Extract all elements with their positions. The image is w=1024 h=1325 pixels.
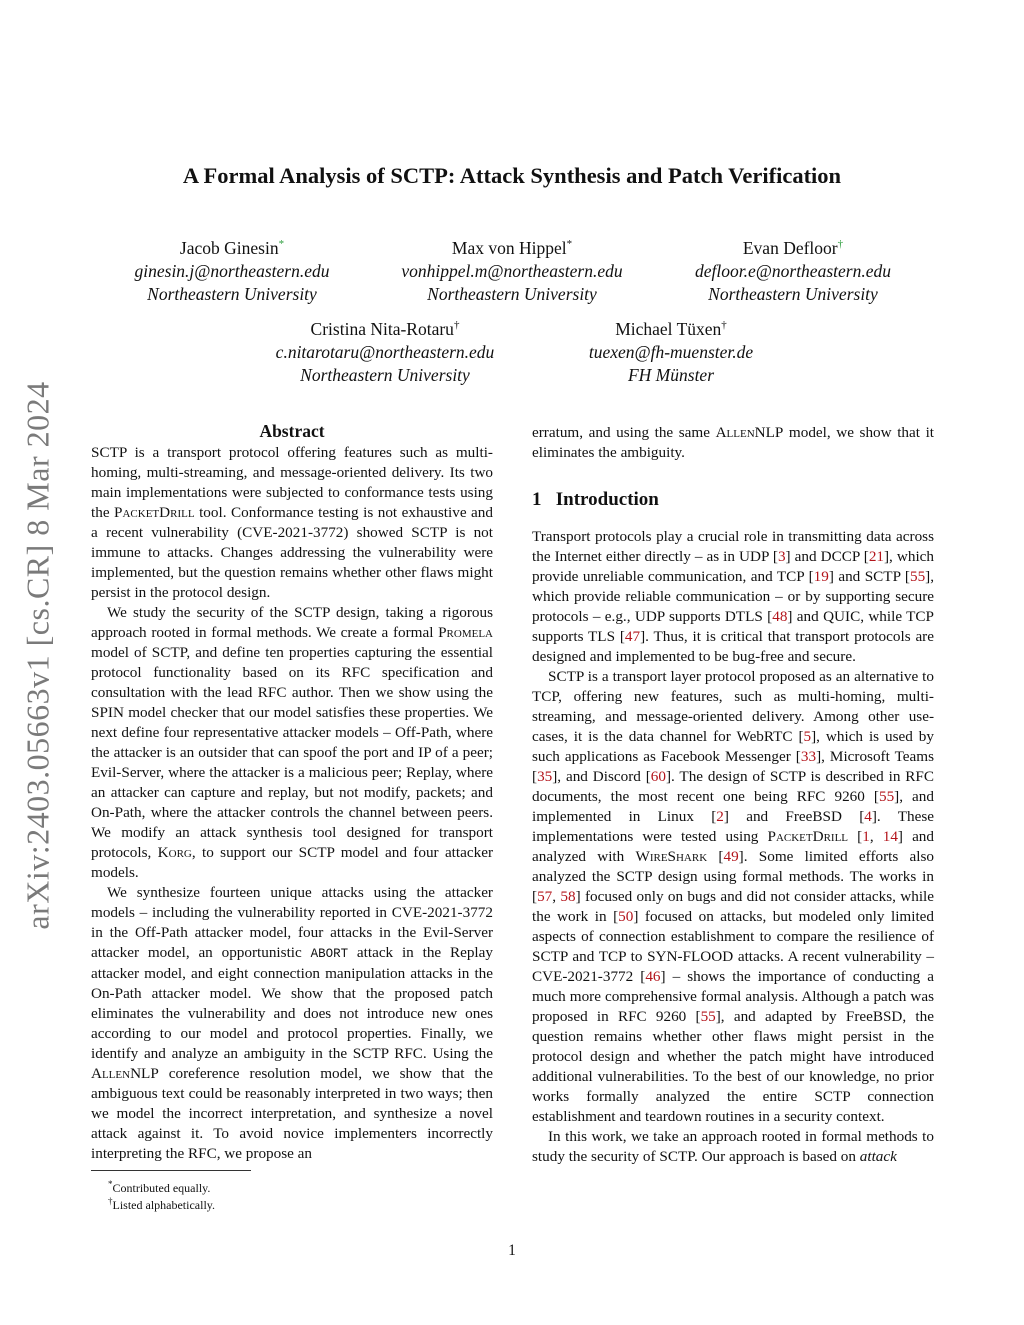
tool-name: PacketDrill [767,828,849,845]
author-institution: Northeastern University [300,365,470,385]
intro-paragraph: In this work, we take an approach rooted in formal methods to study the security of SCTP. Our approach is based on attack [532,1128,934,1165]
footnote: †Listed alphabetically. [108,1196,216,1212]
citation-link[interactable]: 4 [864,808,872,825]
author-name: Jacob Ginesin [179,238,279,258]
emphasis-text: attack [859,1148,897,1165]
abstract-heading: Abstract [259,421,325,441]
citation-link[interactable]: 55 [909,568,926,585]
author-name: Max von Hippel [451,238,567,258]
author-name: Michael Tüxen [615,319,722,339]
author-institution: Northeastern University [708,284,878,304]
citation-link[interactable]: 35 [537,768,553,785]
footnote-rule [91,1170,251,1171]
citation-link[interactable]: 14 [882,828,898,845]
tool-name: AllenNLP [715,424,784,441]
author-mark: † [721,319,727,332]
intro-paragraph: SCTP is a transport layer protocol proposed as an alternative to TCP, offering new features, such as multi-homing, multi-streaming, and message-oriented delivery. Among other use-cases, it is the data channel for WebRTC [5], which is used by such applications as Facebook Messenger [33], Microsoft Teams [35], and Discord [60]. The design of SCTP is described in RFC documents, the most recent one being RFC 9260 [55], and implemented in Linux [2] and FreeBSD [4]. These implementations were tested using PacketDrill [1, 14] and analyzed with WireShark [49]. Some limited efforts also analyzed the SCTP design using formal methods. The works in [57, 58] focused only on bugs and did not consider attacks, while the work in [50] focused on attacks, but modeled only limited aspects of connection establishment to compare the resilience of SCTP and TCP to SYN-FLOOD attacks. A recent vulnerability – CVE-2021-3772 [46] – shows the importance of conducting a much more comprehensive formal analysis. Although a patch was proposed in RFC 9260 [55], and adapted by FreeBSD, the question remains whether other flaws might persist in the protocol design and whether the patch might have introduced additional vulnerabilities. To the best of our knowledge, no prior works formally analyzed the entire SCTP connection establishment and teardown routines in a security context. [532,668,935,1125]
author-block [112,237,352,306]
author-mark: * [566,238,573,251]
abstract-paragraph: We synthesize fourteen unique attacks using the attacker models – including the vulnerability reported in CVE-2021-3772 in the Off-Path attacker model, four attacks in the Evil-Server attacker model, an opportunistic ABORT attack in the Replay attacker model, and eight connection manipulation attacks in the On-Path attacker model. We show that the proposed patch eliminates the vulnerability and does not introduce new ones according to our model and protocol properties. Finally, we identify and analyze an ambiguity in the SCTP RFC. Using the AllenNLP coreference resolution model, we show that the ambiguous text could be reasonably interpreted in two ways; then we model the incorrect interpretation, and synthesize a novel attack against it. To avoid novice implementers incorrectly interpreting the RFC, we propose an [91,884,493,1162]
author-email[interactable]: defloor.e@northeastern.edu [695,261,891,281]
citation-link[interactable]: 19 [813,568,829,585]
citation-link[interactable]: 46 [645,968,661,985]
author-mark: † [453,319,460,332]
citation-link[interactable]: 2 [716,808,724,825]
abstract-paragraph: SCTP is a transport protocol offering features such as multi-homing, multi-streaming, and message-oriented delivery. Its two main implementations were subjected to conformance tests using the PacketDrill tool. Conformance testing is not exhaustive and a recent vulnerability (CVE-2021-3772) showed SCTP is not immune to attacks. Changes addressing the vulnerability were implemented, but the question remains whether other flaws might persist in the protocol design. [91,444,493,601]
abstract-continuation: erratum, and using the same AllenNLP model, we show that it eliminates the ambiguity. [532,424,935,461]
citation-link[interactable]: 3 [777,548,786,565]
intro-paragraph: Transport protocols play a crucial role in transmitting data across the Internet either directly – as in UDP [3] and DCCP [21], which provide unreliable communication, and TCP [19] and SCTP [55], which provide reliable communication – or by supporting secure protocols – e.g., UDP supports DTLS [48] and QUIC, while TCP supports TLS [47]. Thus, it is critical that transport protocols are designed and implemented to be bug-free and secure. [532,528,935,665]
author-block [375,237,649,306]
arxiv-stamp [18,355,58,955]
author-block [670,237,916,306]
abstract-paragraph: We study the security of the SCTP design, taking a rigorous approach rooted in formal methods. We create a formal Promela model of SCTP, and define ten properties capturing the essential protocol functionality based on its RFC specification and consultation with the lead RFC author. Then we show using the SPIN model checker that our model satisfies these properties. We next define four representative attacker models – Off-Path, where the attacker is an outsider that can spoof the port and IP of a peer; Evil-Server, where the attacker is a malicious peer; Replay, where an attacker can capture and replay, but not modify, packets; and On-Path, where the attacker controls the channel between peers. We modify an attack synthesis tool designed for transport protocols, Korg, to support our SCTP model and four attacker models. [91,604,493,881]
citation-link[interactable]: 58 [560,888,576,905]
author-email[interactable]: tuexen@fh-muenster.de [588,342,754,362]
tool-name: PacketDrill [114,504,195,521]
author-name: Cristina Nita-Rotaru [310,319,454,339]
abstract-column [91,421,493,1164]
footnote: *Contributed equally. [108,1179,211,1195]
citation-link[interactable]: 57 [537,888,553,905]
author-email[interactable]: vonhippel.m@northeastern.edu [401,261,623,281]
citation-link[interactable]: 5 [803,728,812,745]
author-block [560,318,782,387]
author-institution: Northeastern University [427,284,597,304]
author-email[interactable]: ginesin.j@northeastern.edu [134,261,330,281]
page-number: 1 [508,1242,516,1259]
author-name: Evan Defloor [742,238,838,258]
paper-title: A Formal Analysis of SCTP: Attack Synthesis and Patch Verification [182,163,842,188]
citation-link[interactable]: 55 [700,1008,716,1025]
section-heading: 1 Introduction [532,489,659,510]
author-email[interactable]: c.nitarotaru@northeastern.edu [275,342,495,362]
citation-link[interactable]: 48 [772,608,788,625]
tool-name: WireShark [635,848,708,865]
right-column [532,423,934,1167]
tool-name: Korg [157,844,192,861]
arxiv-id: arXiv:2403.05663v1 [cs.CR] 8 Mar 2024 [19,380,56,930]
author-mark: * [278,238,285,251]
tool-name: Promela [438,624,493,641]
tool-name: AllenNLP [91,1065,159,1082]
author-institution: FH Münster [627,365,715,385]
citation-link[interactable]: 33 [800,748,817,765]
citation-link[interactable]: 1 [862,828,870,845]
citation-link[interactable]: 49 [723,848,739,865]
citation-link[interactable]: 21 [868,548,884,565]
author-block [248,318,522,387]
code-term: ABORT [310,947,349,961]
author-mark: † [837,238,844,251]
citation-link[interactable]: 55 [878,788,895,805]
citation-link[interactable]: 50 [618,908,634,925]
citation-link[interactable]: 47 [624,628,641,645]
citation-link[interactable]: 60 [650,768,666,785]
author-institution: Northeastern University [147,284,317,304]
